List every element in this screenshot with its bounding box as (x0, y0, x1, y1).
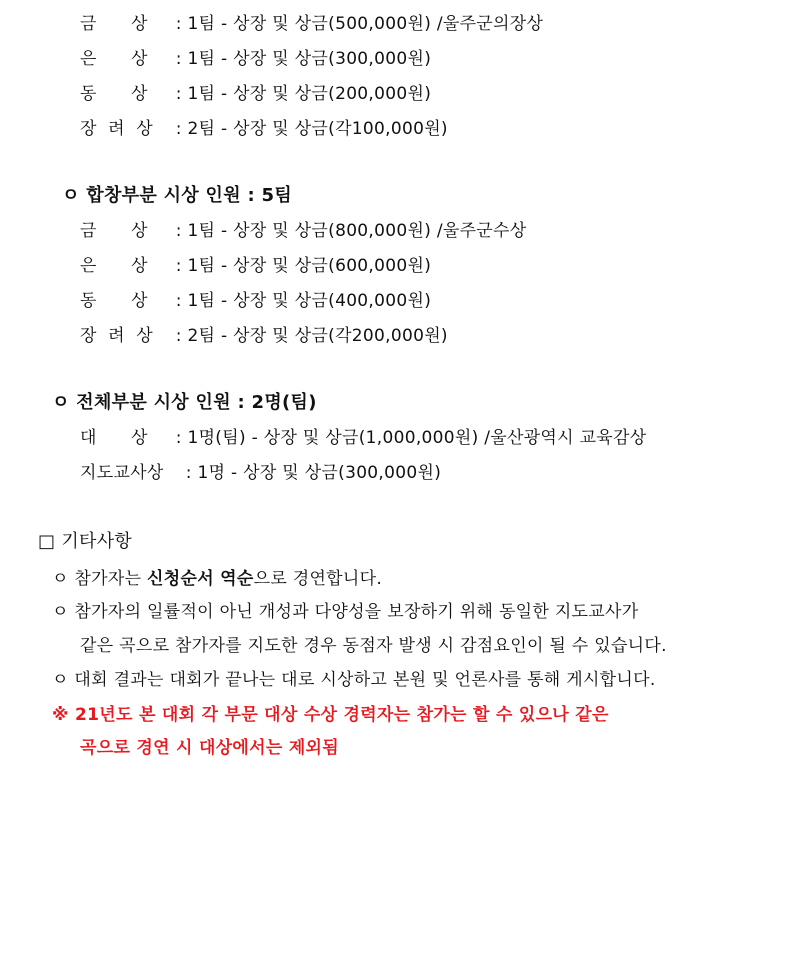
chorus-bronze-row (80, 289, 431, 313)
chorus-silver-row (80, 254, 431, 278)
award-label: 동 상 (80, 84, 148, 104)
note-results: ㅇ 대회 결과는 대회가 끝나는 대로 시상하고 본원 및 언론사를 통해 게시합니다. (52, 670, 656, 690)
award-detail: : 1명 - 상장 및 상금(300,000원) (185, 463, 442, 483)
award-detail: : 2팀 - 상장 및 상금(각200,000원) (175, 326, 448, 346)
award-label: 대 상 (80, 428, 148, 448)
overall-teacher-row (80, 461, 441, 485)
award-silver-row (80, 47, 431, 71)
warning-line1: ※ 21년도 본 대회 각 부문 대상 수상 경력자는 참가는 할 수 있으나 같은 (52, 705, 609, 725)
note-tiebreak-line2: 같은 곡으로 참가자를 지도한 경우 동점자 발생 시 감점요인이 될 수 있습니다. (80, 636, 667, 656)
note-tiebreak-line1: ㅇ 참가자의 일률적이 아닌 개성과 다양성을 보장하기 위해 동일한 지도교사가 (52, 602, 639, 622)
award-encouragement-row (80, 117, 448, 141)
award-detail: : 1팀 - 상장 및 상금(300,000원) (175, 49, 432, 69)
award-label: 은 상 (80, 256, 148, 276)
award-detail: : 2팀 - 상장 및 상금(각100,000원) (175, 119, 448, 139)
other-section-heading: □ 기타사항 (38, 531, 133, 552)
award-label: 금 상 (80, 14, 148, 34)
award-detail: : 1팀 - 상장 및 상금(500,000원) /울주군의장상 (175, 14, 544, 34)
award-label: 금 상 (80, 221, 148, 241)
award-detail: : 1팀 - 상장 및 상금(400,000원) (175, 291, 432, 311)
award-label: 동 상 (80, 291, 148, 311)
award-gold-row (80, 12, 543, 36)
overall-section-heading: ㅇ 전체부분 시상 인원 : 2명(팀) (52, 392, 317, 413)
warning-line2: 곡으로 경연 시 대상에서는 제외됨 (80, 738, 339, 758)
chorus-section-heading: ㅇ 합창부분 시상 인원 : 5팀 (62, 185, 293, 206)
award-label: 지도교사상 (80, 463, 164, 483)
note-order (52, 567, 382, 591)
chorus-gold-row (80, 219, 526, 243)
award-label: 장 려 상 (80, 119, 153, 139)
note-order-prefix: ㅇ 참가자는 (52, 569, 148, 589)
note-order-suffix: 으로 경연합니다. (253, 569, 383, 589)
award-detail: : 1팀 - 상장 및 상금(200,000원) (175, 84, 432, 104)
note-order-emphasis: 신청순서 역순 (147, 569, 254, 589)
award-detail: : 1팀 - 상장 및 상금(600,000원) (175, 256, 432, 276)
overall-grand-row (80, 426, 646, 450)
award-label: 은 상 (80, 49, 148, 69)
award-label: 장 려 상 (80, 326, 153, 346)
award-detail: : 1팀 - 상장 및 상금(800,000원) /울주군수상 (175, 221, 527, 241)
chorus-encouragement-row (80, 324, 448, 348)
award-bronze-row (80, 82, 431, 106)
award-detail: : 1명(팀) - 상장 및 상금(1,000,000원) /울산광역시 교육감상 (175, 428, 647, 448)
